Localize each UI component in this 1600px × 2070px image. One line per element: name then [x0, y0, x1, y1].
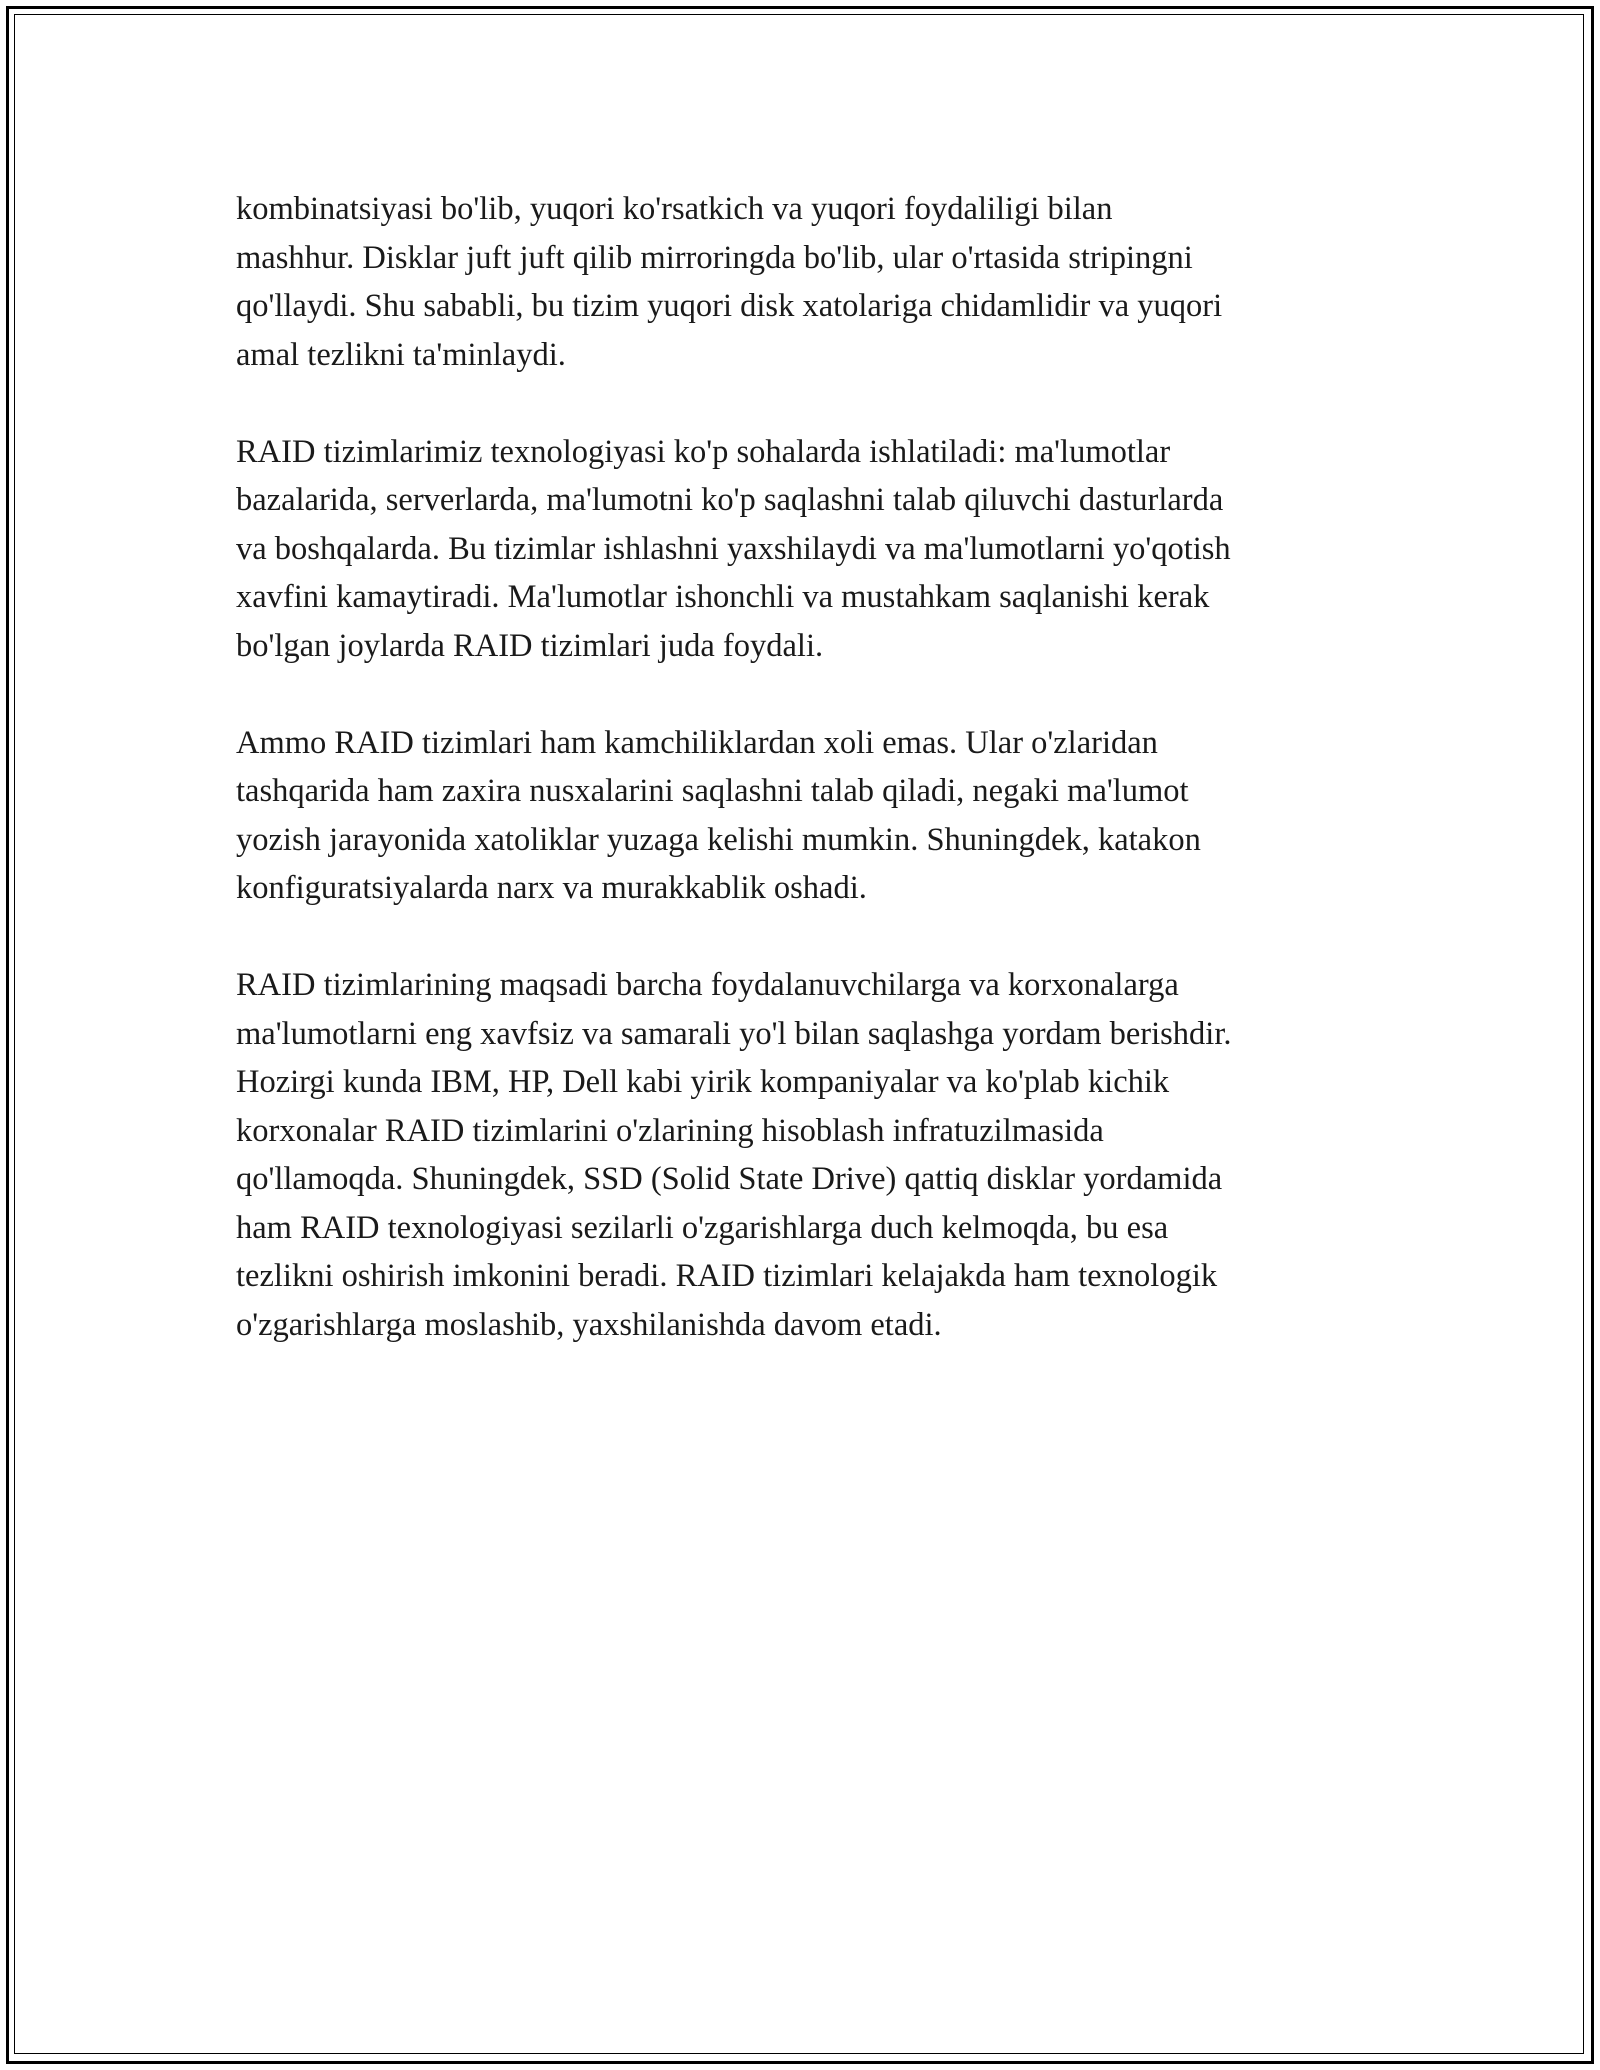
text-line: RAID tizimlarimiz texnologiyasi ko'p sohalarda ishlatiladi: ma'lumotlar: [236, 433, 1171, 470]
text-line: Hozirgi kunda IBM, HP, Dell kabi yirik kompaniyalar va ko'plab kichik: [236, 1064, 1170, 1100]
text-line: konfiguratsiyalarda narx va murakkablik oshadi.: [236, 870, 867, 906]
text-line: amal tezlikni ta'minlaydi.: [236, 336, 566, 373]
text-line: Ammo RAID tizimlari ham kamchiliklardan xoli emas. Ular o'zlaridan: [236, 724, 1158, 761]
text-line: ma'lumotlarni eng xavfsiz va samarali yo'l bilan saqlashga yordam berishdir.: [236, 1015, 1232, 1052]
text-line: va boshqalarda. Bu tizimlar ishlashni yaxshilaydi va ma'lumotlarni yo'qotish: [236, 530, 1231, 567]
text-line: mashhur. Disklar juft juft qilib mirroringda bo'lib, ular o'rtasida stripingni: [236, 239, 1193, 276]
text-line: kombinatsiyasi bo'lib, yuqori ko'rsatkich va yuqori foydaliligi bilan: [236, 191, 1113, 227]
paragraph-raid-purpose: [236, 961, 1364, 1349]
text-line: tashqarida ham zaxira nusxalarini saqlashni talab qiladi, negaki ma'lumot: [236, 773, 1189, 809]
text-line: bazalarida, serverlarda, ma'lumotni ko'p saqlashni talab qiluvchi dasturlarda: [236, 482, 1224, 518]
text-line: o'zgarishlarga moslashib, yaxshilanishda davom etadi.: [236, 1306, 942, 1343]
document-body: [236, 185, 1364, 1398]
text-line: qo'llaydi. Shu sababli, bu tizim yuqori disk xatolariga chidamlidir va yuqori: [236, 288, 1223, 324]
text-line: tezlikni oshirish imkonini beradi. RAID tizimlari kelajakda ham texnologik: [236, 1258, 1218, 1294]
text-line: ham RAID texnologiyasi sezilarli o'zgarishlarga duch kelmoqda, bu esa: [236, 1209, 1169, 1246]
text-line: yozish jarayonida xatoliklar yuzaga kelishi mumkin. Shuningdek, katakon: [236, 821, 1201, 858]
text-line: bo'lgan joylarda RAID tizimlari juda foydali.: [236, 627, 824, 664]
text-line: xavfini kamaytiradi. Ma'lumotlar ishonchli va mustahkam saqlanishi kerak: [236, 579, 1210, 615]
paragraph-raid-applications: [236, 428, 1364, 671]
text-line: korxonalar RAID tizimlarini o'zlarining hisoblash infratuzilmasida: [236, 1112, 1104, 1149]
paragraph-raid10-description: [236, 185, 1364, 379]
text-line: qo'llamoqda. Shuningdek, SSD (Solid State Drive) qattiq disklar yordamida: [236, 1161, 1223, 1197]
paragraph-raid-drawbacks: [236, 719, 1364, 913]
text-line: RAID tizimlarining maqsadi barcha foydalanuvchilarga va korxonalarga: [236, 967, 1179, 1003]
